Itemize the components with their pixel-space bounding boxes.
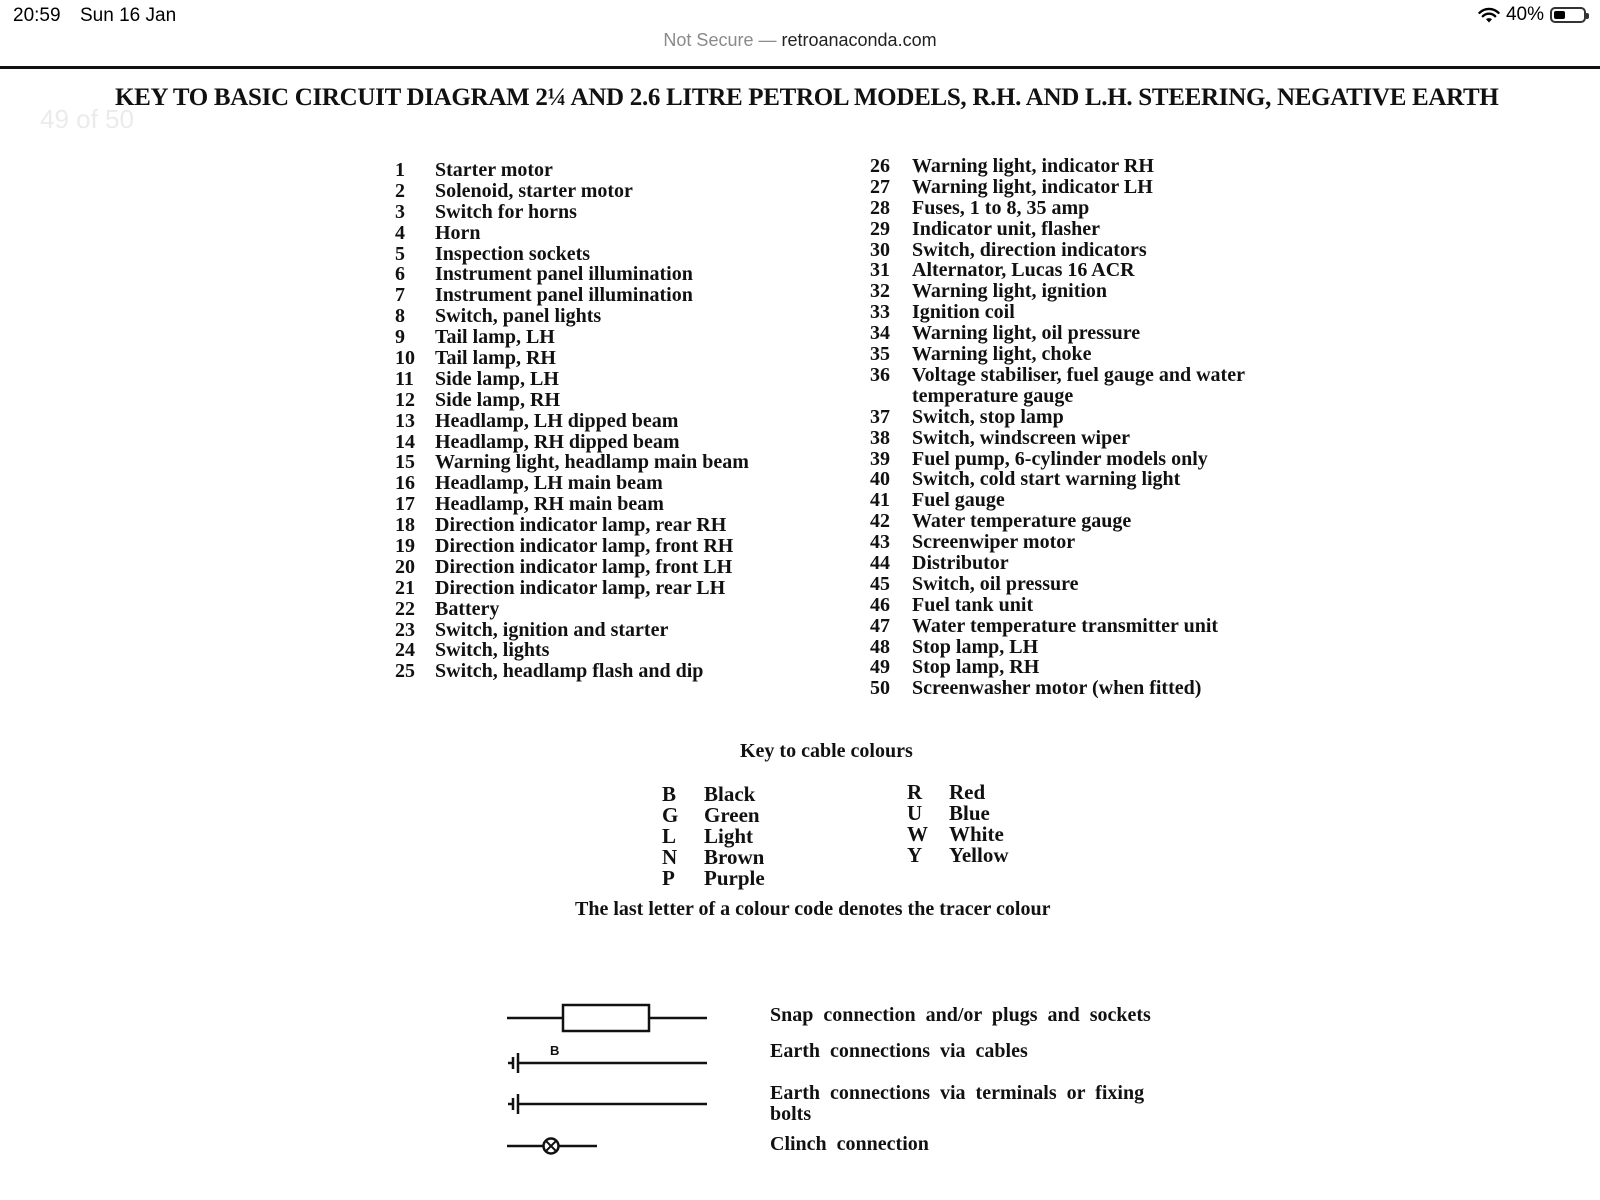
component-number: 30: [870, 238, 890, 261]
colour-name: Light: [704, 824, 754, 848]
component-description: Alternator, Lucas 16 ACR: [912, 259, 1135, 282]
component-number: 17: [395, 493, 415, 516]
colour-code: W: [907, 822, 928, 846]
component-number: 14: [395, 430, 415, 453]
cable-colours-heading: Key to cable colours: [740, 740, 913, 762]
component-key-item: [395, 264, 815, 285]
component-key-item: [395, 390, 815, 411]
component-description: Warning light, indicator RH: [912, 155, 1154, 177]
component-description: Horn: [435, 221, 481, 244]
component-description: Switch, panel lights: [435, 305, 602, 328]
component-key-item: [395, 223, 815, 244]
component-key-item: [395, 244, 815, 265]
component-description: Solenoid, starter motor: [435, 179, 633, 202]
component-key-item: [870, 428, 1300, 449]
component-description: Tail lamp, RH: [435, 347, 556, 370]
component-key-item: [870, 657, 1300, 678]
component-key-right: [870, 156, 1300, 699]
component-description: Voltage stabiliser, fuel gauge and water temperature gauge: [912, 363, 1245, 407]
colour-code: L: [662, 824, 677, 848]
component-key-item: [395, 181, 815, 202]
component-number: 7: [395, 284, 405, 307]
colour-name: Brown: [704, 845, 765, 869]
component-key-item: [870, 302, 1300, 323]
earth-terminal-symbol: [505, 1090, 715, 1118]
component-key-left: [395, 160, 815, 682]
component-key-item: [870, 281, 1300, 302]
colour-name: Black: [704, 782, 756, 806]
battery-percent: 40%: [1505, 4, 1544, 25]
component-number: 46: [870, 593, 890, 616]
component-key-item: [870, 449, 1300, 470]
component-number: 15: [395, 451, 415, 474]
earth-cable-symbol: [505, 1040, 715, 1074]
component-key-item: [870, 574, 1300, 595]
component-description: Instrument panel illumination: [435, 284, 693, 307]
component-description: Ignition coil: [912, 301, 1015, 324]
snap-connection-symbol: [505, 1000, 715, 1036]
cable-colour-item: [907, 782, 1009, 803]
component-key-item: [395, 578, 815, 599]
component-description: Fuel pump, 6-cylinder models only: [912, 447, 1208, 470]
component-number: 40: [870, 468, 890, 491]
component-key-item: [870, 490, 1300, 511]
tracer-note: The last letter of a colour code denotes the tracer colour: [575, 898, 1051, 920]
component-description: Warning light, headlamp main beam: [435, 451, 749, 474]
component-description: Warning light, oil pressure: [912, 322, 1141, 345]
component-description: Headlamp, LH main beam: [435, 472, 663, 495]
component-description: Warning light, indicator LH: [912, 175, 1153, 198]
component-number: 44: [870, 551, 890, 574]
cable-colour-item: [907, 803, 1009, 824]
component-key-item: [870, 323, 1300, 344]
component-number: 12: [395, 388, 415, 411]
component-description: Headlamp, RH main beam: [435, 493, 664, 516]
component-key-item: [870, 344, 1300, 365]
cable-colour-item: [662, 805, 765, 826]
component-description: Indicator unit, flasher: [912, 217, 1100, 240]
component-number: 6: [395, 263, 405, 286]
component-description: Warning light, ignition: [912, 280, 1108, 303]
colour-code: P: [662, 866, 675, 890]
component-description: Starter motor: [435, 159, 553, 181]
component-description: Direction indicator lamp, rear RH: [435, 514, 727, 537]
component-description: Battery: [435, 597, 500, 620]
cable-colours-left: [662, 784, 765, 889]
status-bar: [0, 0, 1600, 32]
component-number: 13: [395, 409, 415, 432]
component-key-item: [870, 553, 1300, 574]
component-key-item: [395, 473, 815, 494]
page-counter: 49 of 50: [40, 104, 134, 134]
cable-colour-item: [662, 784, 765, 805]
colour-name: White: [949, 822, 1004, 846]
component-number: 50: [870, 677, 890, 700]
battery-icon: [1550, 7, 1586, 23]
component-description: Water temperature transmitter unit: [912, 614, 1219, 637]
component-key-item: [395, 640, 815, 661]
component-description: Side lamp, RH: [435, 388, 561, 411]
address-bar[interactable]: [0, 30, 1600, 56]
component-description: Switch, stop lamp: [912, 405, 1064, 428]
component-key-item: [395, 557, 815, 578]
colour-name: Yellow: [949, 843, 1009, 867]
component-key-item: [395, 515, 815, 536]
component-number: 1: [395, 159, 405, 181]
component-number: 48: [870, 635, 890, 658]
component-key-item: [870, 637, 1300, 658]
cable-colour-item: [907, 824, 1009, 845]
component-description: Switch, lights: [435, 639, 550, 662]
component-number: 47: [870, 614, 890, 637]
component-number: 5: [395, 242, 405, 265]
clinch-connection-label: Clinch connection: [770, 1133, 929, 1155]
component-description: Stop lamp, LH: [912, 635, 1039, 658]
component-number: 45: [870, 572, 890, 595]
component-number: 23: [395, 618, 415, 641]
component-description: Tail lamp, LH: [435, 326, 555, 349]
component-key-item: [395, 202, 815, 223]
component-description: Fuel tank unit: [912, 593, 1034, 616]
colour-name: Purple: [704, 866, 765, 890]
component-number: 22: [395, 597, 415, 620]
component-description: Inspection sockets: [435, 242, 591, 265]
component-key-item: [870, 511, 1300, 532]
component-description: Water temperature gauge: [912, 510, 1132, 533]
component-number: 39: [870, 447, 890, 470]
component-description: Switch, oil pressure: [912, 572, 1079, 595]
component-description: Stop lamp, RH: [912, 656, 1040, 679]
component-key-item: [870, 219, 1300, 240]
component-number: 41: [870, 489, 890, 512]
component-key-item: [395, 348, 815, 369]
component-number: 36: [870, 363, 890, 386]
component-description: Switch, windscreen wiper: [912, 426, 1130, 449]
component-description: Fuses, 1 to 8, 35 amp: [912, 196, 1090, 219]
component-key-item: [395, 620, 815, 641]
component-description: Instrument panel illumination: [435, 263, 693, 286]
colour-code: G: [662, 803, 679, 827]
status-date: Sun 16 Jan: [80, 5, 177, 26]
colour-code: B: [662, 782, 677, 806]
component-description: Distributor: [912, 551, 1009, 574]
component-number: 3: [395, 200, 405, 223]
component-description: Screenwiper motor: [912, 531, 1076, 554]
earth-terminal-label: Earth connections via terminals or fixing bolts: [770, 1082, 1145, 1125]
status-time: 20:59: [13, 5, 61, 26]
component-number: 28: [870, 196, 890, 219]
component-key-item: [395, 285, 815, 306]
document-title: KEY TO BASIC CIRCUIT DIAGRAM 2¼ AND 2.6 LITRE PETROL MODELS, R.H. AND L.H. STEERING, NEGATIVE EARTH: [115, 84, 1499, 111]
component-number: 38: [870, 426, 890, 449]
snap-connection-label: Snap connection and/or plugs and sockets: [770, 1004, 1151, 1026]
status-indicators: [1478, 4, 1586, 26]
component-key-item: [870, 365, 1300, 407]
component-description: Switch, ignition and starter: [435, 618, 669, 641]
component-key-item: [870, 616, 1300, 637]
component-description: Screenwasher motor (when fitted): [912, 677, 1202, 700]
cable-colour-item: [662, 826, 765, 847]
component-key-item: [870, 532, 1300, 553]
component-number: 43: [870, 531, 890, 554]
component-key-item: [395, 599, 815, 620]
component-key-item: [870, 407, 1300, 428]
clinch-connection-symbol: [505, 1134, 605, 1158]
component-description: Direction indicator lamp, front RH: [435, 535, 734, 558]
component-key-item: [395, 432, 815, 453]
cable-colour-item: [662, 847, 765, 868]
component-key-item: [395, 452, 815, 473]
colour-code: Y: [907, 843, 923, 867]
component-description: Switch for horns: [435, 200, 577, 223]
component-number: 34: [870, 322, 890, 345]
component-description: Side lamp, LH: [435, 367, 559, 390]
component-description: Direction indicator lamp, rear LH: [435, 576, 726, 599]
colour-name: Green: [704, 803, 760, 827]
component-description: Direction indicator lamp, front LH: [435, 555, 733, 578]
component-number: 11: [395, 367, 414, 390]
component-number: 27: [870, 175, 890, 198]
component-number: 16: [395, 472, 415, 495]
toolbar-divider: [0, 66, 1600, 69]
component-number: 24: [395, 639, 415, 662]
component-key-item: [395, 411, 815, 432]
component-key-item: [870, 469, 1300, 490]
colour-code: U: [907, 801, 923, 825]
component-number: 49: [870, 656, 890, 679]
cable-colour-item: [662, 868, 765, 889]
component-number: 10: [395, 347, 415, 370]
component-key-item: [870, 678, 1300, 699]
component-key-item: [395, 494, 815, 515]
component-description: Switch, headlamp flash and dip: [435, 660, 704, 683]
url-separator: —: [753, 30, 782, 50]
earth-cable-label: Earth connections via cables: [770, 1040, 1028, 1062]
component-number: 18: [395, 514, 415, 537]
component-key-item: [870, 260, 1300, 281]
component-number: 25: [395, 660, 415, 683]
component-description: Headlamp, LH dipped beam: [435, 409, 679, 432]
component-key-item: [395, 306, 815, 327]
url-host: retroanaconda.com: [781, 30, 937, 50]
component-key-item: [870, 156, 1300, 177]
component-key-item: [870, 595, 1300, 616]
component-key-item: [395, 160, 815, 181]
component-key-item: [395, 369, 815, 390]
component-key-item: [870, 198, 1300, 219]
component-number: 4: [395, 221, 405, 244]
component-number: 19: [395, 535, 415, 558]
component-number: 42: [870, 510, 890, 533]
earth-cable-letter: B: [550, 1043, 560, 1058]
component-description: Switch, cold start warning light: [912, 468, 1181, 491]
component-number: 8: [395, 305, 405, 328]
component-description: Fuel gauge: [912, 489, 1005, 512]
component-number: 20: [395, 555, 415, 578]
colour-name: Blue: [949, 801, 990, 825]
component-key-item: [395, 661, 815, 682]
component-description: Headlamp, RH dipped beam: [435, 430, 680, 453]
component-number: 37: [870, 405, 890, 428]
cable-colours-right: [907, 782, 1009, 866]
component-number: 21: [395, 576, 415, 599]
cable-colour-item: [907, 845, 1009, 866]
component-description: Warning light, choke: [912, 343, 1092, 366]
component-key-item: [395, 327, 815, 348]
component-number: 33: [870, 301, 890, 324]
component-number: 9: [395, 326, 405, 349]
component-number: 35: [870, 343, 890, 366]
component-number: 26: [870, 155, 890, 177]
not-secure-label: Not Secure: [663, 30, 754, 50]
component-description: Switch, direction indicators: [912, 238, 1147, 261]
component-key-item: [395, 536, 815, 557]
component-number: 32: [870, 280, 890, 303]
component-key-item: [870, 240, 1300, 261]
wifi-icon: [1478, 7, 1500, 24]
colour-code: R: [907, 780, 923, 804]
battery-level: [1554, 11, 1565, 19]
component-number: 29: [870, 217, 890, 240]
colour-code: N: [662, 845, 678, 869]
component-key-item: [870, 177, 1300, 198]
colour-name: Red: [949, 780, 986, 804]
component-number: 2: [395, 179, 405, 202]
component-number: 31: [870, 259, 890, 282]
